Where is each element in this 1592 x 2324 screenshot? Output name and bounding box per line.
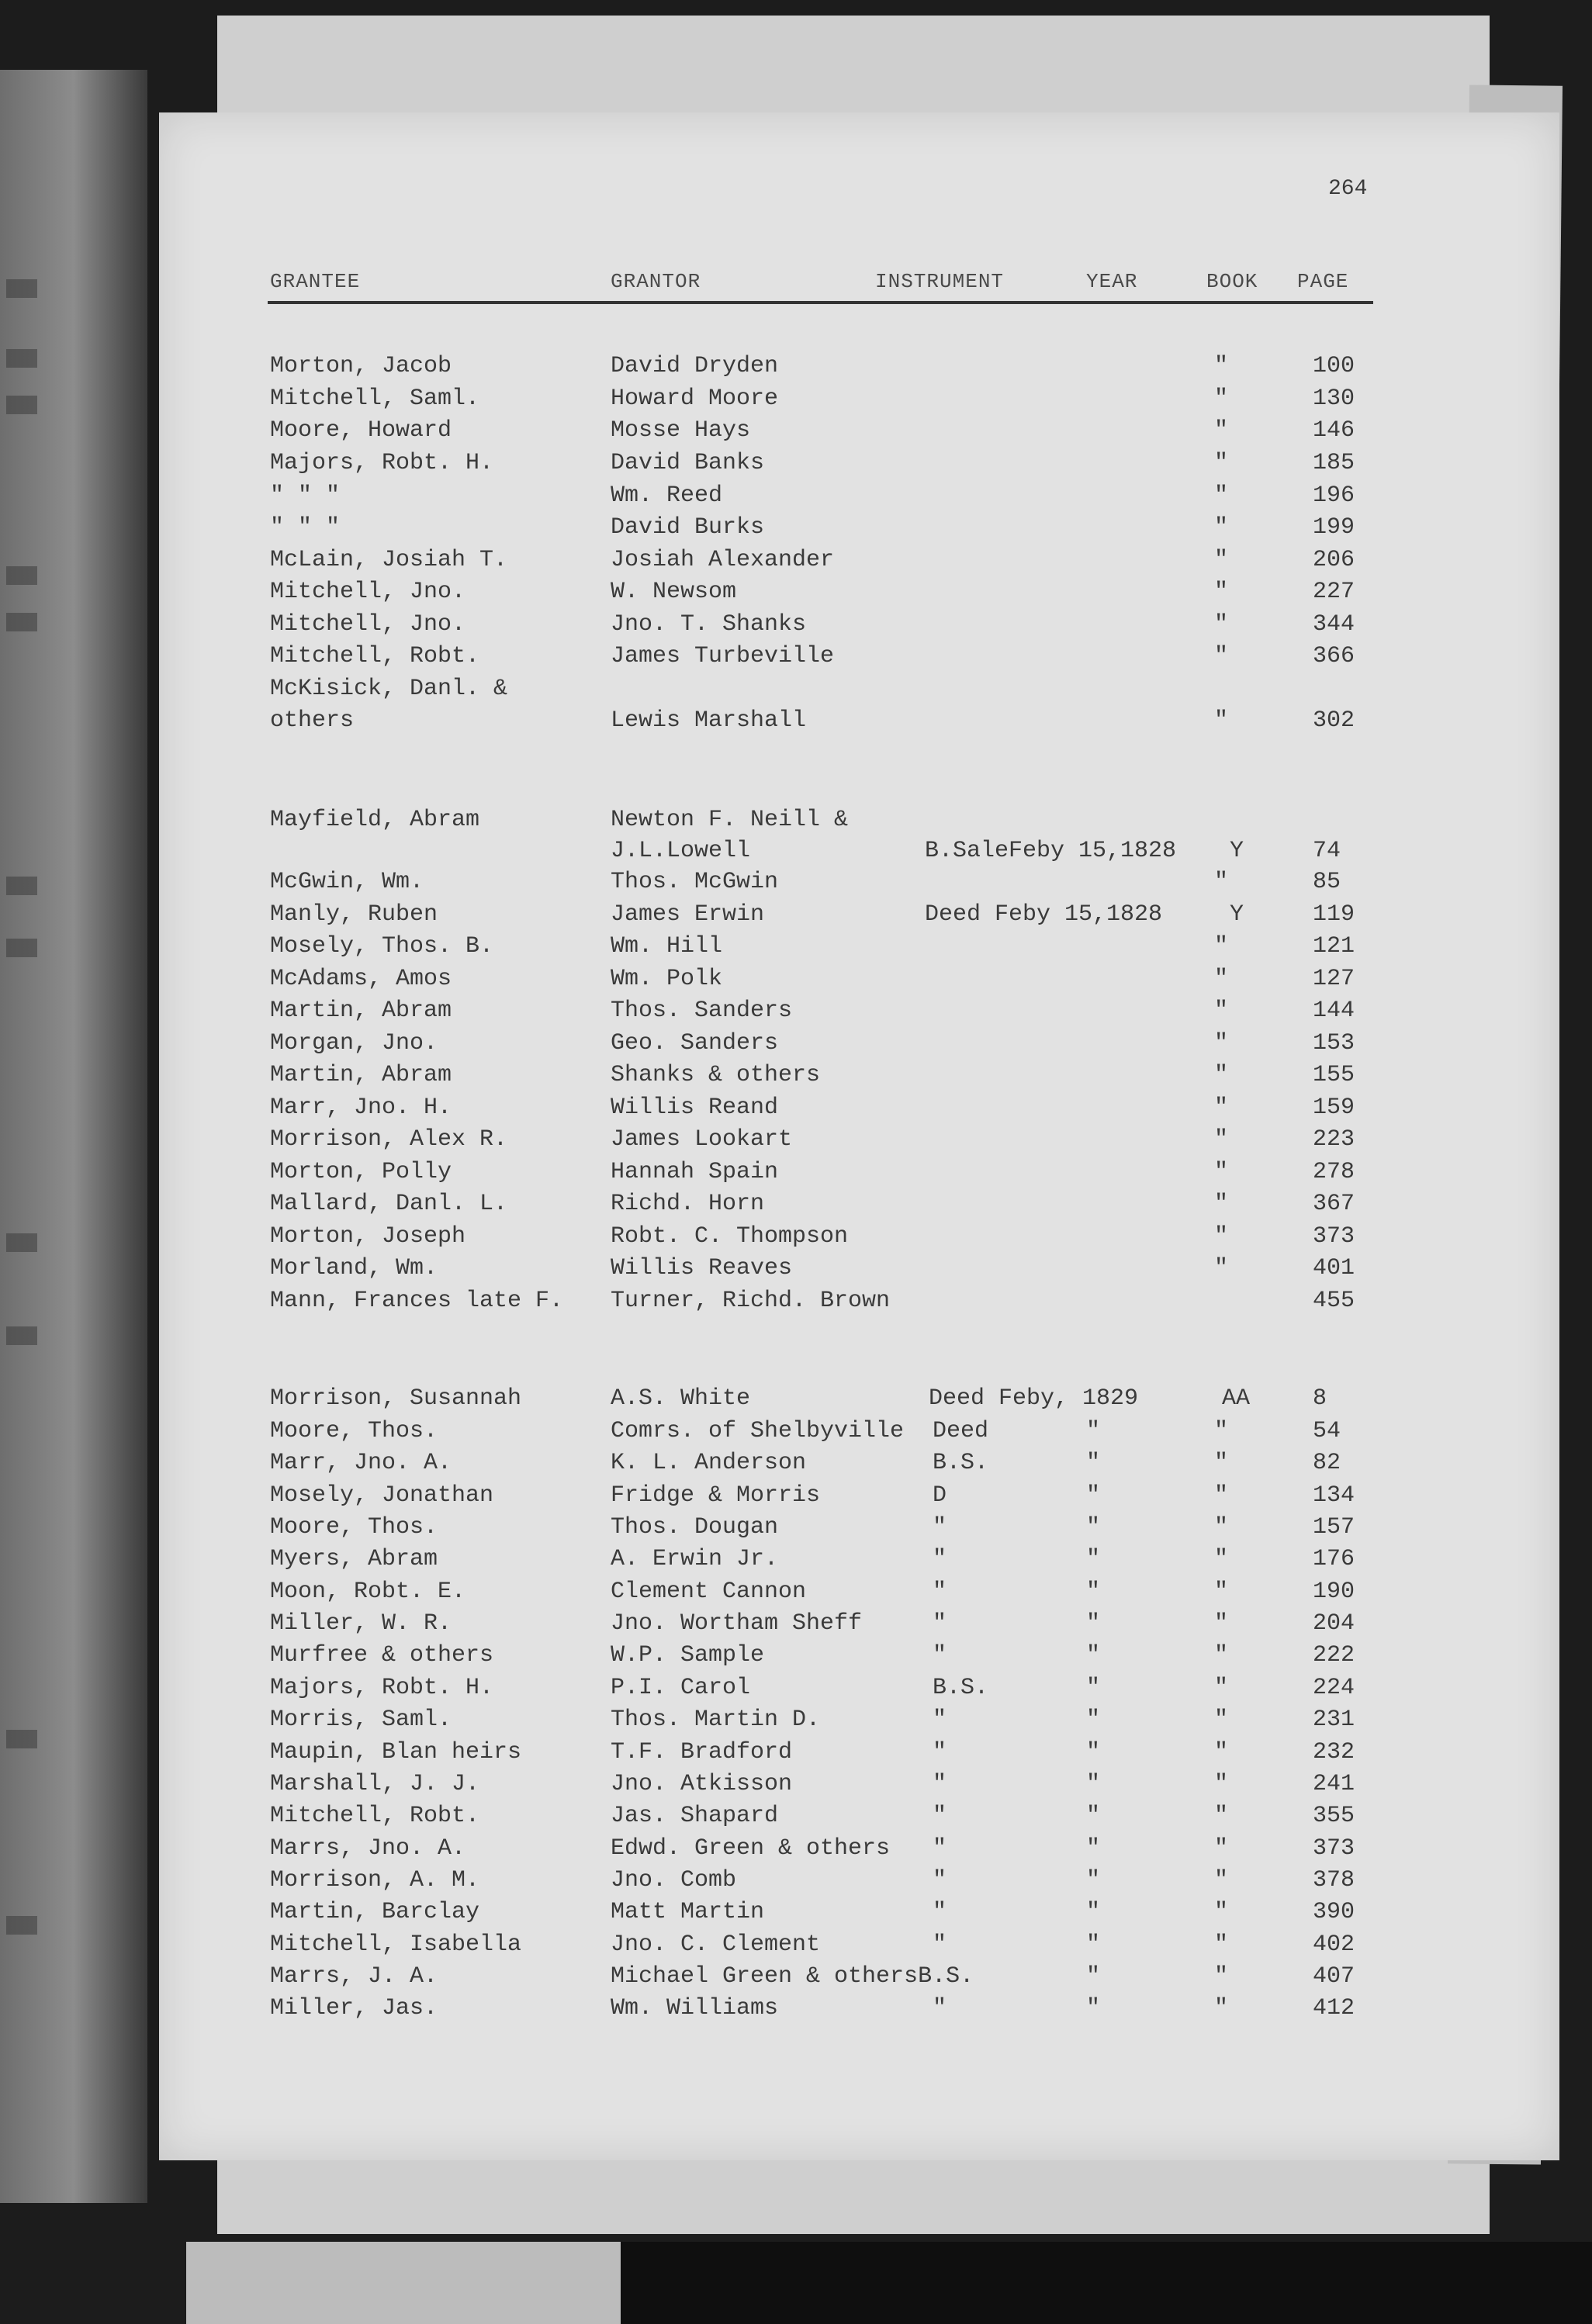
row-page: 367 [1313, 1191, 1355, 1217]
row-grantee: Maupin, Blan heirs [270, 1739, 522, 1765]
row-page: 144 [1313, 998, 1355, 1024]
row-grantor: James Erwin [611, 901, 765, 928]
row-grantor: Thos. Sanders [611, 998, 793, 1024]
table-row [0, 1739, 1592, 1770]
row-book: " [1214, 1191, 1229, 1217]
table-row [0, 1931, 1592, 1963]
row-book: " [1214, 1867, 1229, 1893]
row-book: " [1214, 1835, 1229, 1862]
row-instrument: Deed Feby, 1829 [929, 1385, 1139, 1412]
row-grantee: Mitchell, Isabella [270, 1931, 522, 1958]
row-grantee: Martin, Abram [270, 1062, 452, 1088]
row-book: " [1214, 1579, 1229, 1605]
row-book: " [1214, 1963, 1229, 1990]
row-instrument: B.S. [933, 1675, 989, 1701]
row-instrument: " [933, 1707, 947, 1733]
table-row [0, 807, 1592, 838]
row-instrument: " [933, 1546, 947, 1572]
row-book: " [1214, 1126, 1229, 1153]
row-book: " [1214, 1546, 1229, 1572]
row-instrument: " [933, 1579, 947, 1605]
row-grantor: Turner, Richd. Brown [611, 1288, 891, 1314]
row-instrument: Deed [933, 1418, 989, 1444]
row-page: 390 [1313, 1899, 1355, 1925]
table-row [0, 579, 1592, 610]
table-header [0, 270, 1592, 301]
header-page: PAGE [1297, 270, 1349, 293]
table-row [0, 1288, 1592, 1319]
row-year: " [1086, 1418, 1101, 1444]
row-grantee: Majors, Robt. H. [270, 450, 494, 476]
row-book: " [1214, 1514, 1229, 1541]
row-grantor: Thos. Dougan [611, 1514, 779, 1541]
row-book: " [1214, 514, 1229, 541]
row-grantor: Josiah Alexander [611, 547, 835, 573]
header-grantee: GRANTEE [270, 270, 361, 293]
row-grantor: Wm. Williams [611, 1995, 779, 2021]
row-instrument: " [933, 1835, 947, 1862]
row-instrument: " [933, 1771, 947, 1797]
row-grantee: Martin, Abram [270, 998, 452, 1024]
table-row [0, 838, 1592, 869]
row-year: " [1086, 1835, 1101, 1862]
row-book: " [1214, 611, 1229, 638]
row-grantee: Moore, Thos. [270, 1418, 438, 1444]
row-book: " [1214, 1159, 1229, 1185]
row-book: " [1214, 579, 1229, 605]
row-book: " [1214, 353, 1229, 379]
row-book: " [1214, 933, 1229, 960]
table-row [0, 1159, 1592, 1190]
row-page: 159 [1313, 1095, 1355, 1121]
row-book: AA [1222, 1385, 1251, 1412]
row-instrument: " [933, 1803, 947, 1829]
row-book: " [1214, 869, 1229, 895]
row-book: " [1214, 1095, 1229, 1121]
row-grantee: Mann, Frances late F. [270, 1288, 564, 1314]
row-grantee: McGwin, Wm. [270, 869, 424, 895]
row-grantee: Mitchell, Robt. [270, 1803, 480, 1829]
row-grantor: Wm. Reed [611, 482, 723, 509]
row-grantor: J.L.Lowell [611, 838, 751, 864]
row-grantor: Matt Martin [611, 1899, 765, 1925]
row-grantor: Jno. T. Shanks [611, 611, 807, 638]
table-row [0, 1191, 1592, 1222]
row-book: " [1214, 966, 1229, 992]
row-page: 185 [1313, 450, 1355, 476]
row-year: " [1086, 1771, 1101, 1797]
row-page: 127 [1313, 966, 1355, 992]
row-grantee: Marr, Jno. A. [270, 1450, 452, 1476]
row-page: 232 [1313, 1739, 1355, 1765]
row-grantee: Moon, Robt. E. [270, 1579, 466, 1605]
row-book: Y [1230, 901, 1244, 928]
row-grantor: A. Erwin Jr. [611, 1546, 779, 1572]
row-grantor: David Banks [611, 450, 765, 476]
page-number: 264 [1328, 177, 1368, 201]
table-row [0, 1771, 1592, 1802]
row-grantee: Marr, Jno. H. [270, 1095, 452, 1121]
table-row [0, 1642, 1592, 1673]
row-grantee: Mallard, Danl. L. [270, 1191, 508, 1217]
row-grantee: Morrison, Susannah [270, 1385, 522, 1412]
row-book: " [1214, 450, 1229, 476]
row-grantor: Jno. C. Clement [611, 1931, 821, 1958]
row-year: " [1086, 1642, 1101, 1669]
row-grantor: James Lookart [611, 1126, 793, 1153]
row-grantor: Newton F. Neill & [611, 807, 849, 833]
row-year: " [1086, 1675, 1101, 1701]
row-grantee: others [270, 707, 355, 734]
row-grantor: P.I. Carol [611, 1675, 751, 1701]
row-grantor: Geo. Sanders [611, 1030, 779, 1057]
row-grantor: Edwd. Green & others [611, 1835, 891, 1862]
table-row [0, 998, 1592, 1029]
row-year: " [1086, 1867, 1101, 1893]
row-grantor: Wm. Polk [611, 966, 723, 992]
row-page: 130 [1313, 386, 1355, 412]
table-row [0, 1126, 1592, 1157]
row-instrument: " [933, 1514, 947, 1541]
row-grantee: Miller, Jas. [270, 1995, 438, 2021]
row-page: 196 [1313, 482, 1355, 509]
row-grantee: Morrison, A. M. [270, 1867, 480, 1893]
table-row [0, 417, 1592, 448]
bottom-light-edge [186, 2242, 621, 2324]
row-instrument: " [933, 1867, 947, 1893]
table-row [0, 514, 1592, 545]
row-grantee: Morris, Saml. [270, 1707, 452, 1733]
row-book: " [1214, 1030, 1229, 1057]
row-grantee: Martin, Barclay [270, 1899, 480, 1925]
table-row [0, 1030, 1592, 1061]
row-year: " [1086, 1610, 1101, 1637]
row-grantee: Murfree & others [270, 1642, 494, 1669]
row-grantee: Morton, Polly [270, 1159, 452, 1185]
row-book: " [1214, 1995, 1229, 2021]
row-book: " [1214, 707, 1229, 734]
row-page: 241 [1313, 1771, 1355, 1797]
row-page: 134 [1313, 1482, 1355, 1509]
row-page: 355 [1313, 1803, 1355, 1829]
table-row [0, 1418, 1592, 1449]
row-page: 206 [1313, 547, 1355, 573]
row-page: 401 [1313, 1255, 1355, 1281]
row-grantee: Moore, Howard [270, 417, 452, 444]
row-grantor: Jno. Comb [611, 1867, 737, 1893]
row-page: 146 [1313, 417, 1355, 444]
row-instrument: " [933, 1610, 947, 1637]
row-grantor: W. Newsom [611, 579, 737, 605]
row-page: 8 [1313, 1385, 1327, 1412]
table-row [0, 1867, 1592, 1898]
row-grantee: Morton, Jacob [270, 353, 452, 379]
row-grantee: Marrs, Jno. A. [270, 1835, 466, 1862]
row-page: 204 [1313, 1610, 1355, 1637]
row-page: 378 [1313, 1867, 1355, 1893]
row-year: " [1086, 1546, 1101, 1572]
table-row [0, 1482, 1592, 1513]
row-page: 373 [1313, 1223, 1355, 1250]
row-grantor: James Turbeville [611, 643, 835, 669]
row-grantee: Mitchell, Robt. [270, 643, 480, 669]
row-grantee: Mitchell, Jno. [270, 611, 466, 638]
row-year: " [1086, 1482, 1101, 1509]
row-grantee: " " " [270, 482, 341, 509]
row-grantor: Comrs. of Shelbyville [611, 1418, 905, 1444]
table-row [0, 450, 1592, 481]
row-grantor: Howard Moore [611, 386, 779, 412]
row-book: " [1214, 1450, 1229, 1476]
row-year: " [1086, 1963, 1101, 1990]
row-grantor: David Burks [611, 514, 765, 541]
table-row [0, 1835, 1592, 1866]
row-page: 455 [1313, 1288, 1355, 1314]
row-year: " [1086, 1803, 1101, 1829]
row-page: 302 [1313, 707, 1355, 734]
row-grantee: Mayfield, Abram [270, 807, 480, 833]
row-grantee: Marrs, J. A. [270, 1963, 438, 1990]
row-page: 412 [1313, 1995, 1355, 2021]
row-page: 278 [1313, 1159, 1355, 1185]
header-grantor: GRANTOR [611, 270, 701, 293]
row-instrument: Deed Feby 15,1828 [925, 901, 1163, 928]
row-year: " [1086, 1995, 1101, 2021]
row-instrument: " [933, 1739, 947, 1765]
row-grantor: Shanks & others [611, 1062, 821, 1088]
header-book: BOOK [1206, 270, 1258, 293]
row-year: " [1086, 1707, 1101, 1733]
row-book: " [1214, 1062, 1229, 1088]
row-grantor: W.P. Sample [611, 1642, 765, 1669]
row-book: " [1214, 1931, 1229, 1958]
row-book: " [1214, 1642, 1229, 1669]
table-row [0, 1255, 1592, 1286]
row-grantor: David Dryden [611, 353, 779, 379]
row-grantor: T.F. Bradford [611, 1739, 793, 1765]
row-instrument: B.SaleFeby 15,1828 [925, 838, 1177, 864]
row-instrument: D [933, 1482, 947, 1509]
table-row [0, 869, 1592, 900]
row-page: 74 [1313, 838, 1341, 864]
row-year: " [1086, 1739, 1101, 1765]
row-grantor: Robt. C. Thompson [611, 1223, 849, 1250]
table-row [0, 1514, 1592, 1545]
row-year: " [1086, 1514, 1101, 1541]
row-page: 54 [1313, 1418, 1341, 1444]
row-grantor: Fridge & Morris [611, 1482, 821, 1509]
row-grantee: McLain, Josiah T. [270, 547, 508, 573]
table-row [0, 386, 1592, 417]
table-row [0, 547, 1592, 578]
row-grantee: Morton, Joseph [270, 1223, 466, 1250]
row-book: " [1214, 998, 1229, 1024]
table-row [0, 1062, 1592, 1093]
row-book: " [1214, 1899, 1229, 1925]
table-row [0, 676, 1592, 707]
row-grantor: Jas. Shapard [611, 1803, 779, 1829]
row-book: " [1214, 386, 1229, 412]
row-page: 155 [1313, 1062, 1355, 1088]
row-grantee: Manly, Ruben [270, 901, 438, 928]
table-row [0, 1963, 1592, 1994]
row-grantee: Miller, W. R. [270, 1610, 452, 1637]
table-row [0, 1675, 1592, 1706]
row-grantee: Moore, Thos. [270, 1514, 438, 1541]
row-book: " [1214, 417, 1229, 444]
row-grantor: Mosse Hays [611, 417, 751, 444]
table-row [0, 1995, 1592, 2026]
row-page: 344 [1313, 611, 1355, 638]
row-grantor: Thos. McGwin [611, 869, 779, 895]
row-book: " [1214, 1771, 1229, 1797]
row-grantor: A.S. White [611, 1385, 751, 1412]
row-page: 222 [1313, 1642, 1355, 1669]
row-page: 121 [1313, 933, 1355, 960]
table-row [0, 1385, 1592, 1416]
row-grantor: K. L. Anderson [611, 1450, 807, 1476]
row-grantor: Lewis Marshall [611, 707, 807, 734]
row-page: 82 [1313, 1450, 1341, 1476]
row-year: " [1086, 1931, 1101, 1958]
row-year: " [1086, 1899, 1101, 1925]
table-row [0, 1450, 1592, 1481]
row-grantor: Hannah Spain [611, 1159, 779, 1185]
table-row [0, 1899, 1592, 1930]
row-instrument: " [933, 1995, 947, 2021]
table-row [0, 482, 1592, 514]
table-row [0, 933, 1592, 964]
table-row [0, 1546, 1592, 1577]
row-grantor: Wm. Hill [611, 933, 723, 960]
row-grantee: Mitchell, Saml. [270, 386, 480, 412]
table-row [0, 1223, 1592, 1254]
row-grantee: Marshall, J. J. [270, 1771, 480, 1797]
table-row [0, 1707, 1592, 1738]
row-page: 231 [1313, 1707, 1355, 1733]
row-book: " [1214, 1675, 1229, 1701]
table-row [0, 901, 1592, 932]
row-instrument: " [933, 1899, 947, 1925]
row-page: 199 [1313, 514, 1355, 541]
row-book: " [1214, 1482, 1229, 1509]
row-page: 119 [1313, 901, 1355, 928]
row-page: 85 [1313, 869, 1341, 895]
row-instrument: " [933, 1931, 947, 1958]
table-row [0, 611, 1592, 642]
row-book: " [1214, 1803, 1229, 1829]
row-page: 373 [1313, 1835, 1355, 1862]
row-book: " [1214, 1707, 1229, 1733]
row-book: " [1214, 1255, 1229, 1281]
row-book: " [1214, 547, 1229, 573]
row-page: 176 [1313, 1546, 1355, 1572]
row-page: 190 [1313, 1579, 1355, 1605]
row-book: Y [1230, 838, 1244, 864]
row-grantor: Jno. Atkisson [611, 1771, 793, 1797]
row-year: " [1086, 1450, 1101, 1476]
row-grantee: McKisick, Danl. & [270, 676, 508, 702]
table-row [0, 1579, 1592, 1610]
table-row [0, 1610, 1592, 1641]
row-grantor: Thos. Martin D. [611, 1707, 821, 1733]
row-page: 100 [1313, 353, 1355, 379]
row-grantee: Myers, Abram [270, 1546, 438, 1572]
row-grantor: Jno. Wortham Sheff [611, 1610, 863, 1637]
row-page: 227 [1313, 579, 1355, 605]
row-grantor: Willis Reand [611, 1095, 779, 1121]
row-book: " [1214, 1739, 1229, 1765]
row-year: " [1086, 1579, 1101, 1605]
row-book: " [1214, 1418, 1229, 1444]
row-page: 157 [1313, 1514, 1355, 1541]
row-grantor: Clement Cannon [611, 1579, 807, 1605]
table-row [0, 1095, 1592, 1126]
row-grantee: Majors, Robt. H. [270, 1675, 494, 1701]
row-page: 407 [1313, 1963, 1355, 1990]
header-year: YEAR [1086, 270, 1138, 293]
row-grantee: Mosely, Thos. B. [270, 933, 494, 960]
row-grantee: Mitchell, Jno. [270, 579, 466, 605]
row-page: 223 [1313, 1126, 1355, 1153]
row-grantee: Mosely, Jonathan [270, 1482, 494, 1509]
row-page: 402 [1313, 1931, 1355, 1958]
row-grantee: Morrison, Alex R. [270, 1126, 508, 1153]
row-instrument: B.S. [933, 1450, 989, 1476]
table-row [0, 1803, 1592, 1834]
row-grantee: Morgan, Jno. [270, 1030, 438, 1057]
row-page: 224 [1313, 1675, 1355, 1701]
table-row [0, 643, 1592, 674]
row-grantee: McAdams, Amos [270, 966, 452, 992]
header-instrument: INSTRUMENT [875, 270, 1005, 293]
row-grantor: Willis Reaves [611, 1255, 793, 1281]
header-rule [268, 301, 1373, 304]
row-grantor: Richd. Horn [611, 1191, 765, 1217]
table-row [0, 707, 1592, 738]
row-page: 153 [1313, 1030, 1355, 1057]
row-book: " [1214, 482, 1229, 509]
row-grantee: " " " [270, 514, 341, 541]
row-grantor: Michael Green & othersB.S. [611, 1963, 974, 1990]
table-row [0, 966, 1592, 997]
row-grantee: Morland, Wm. [270, 1255, 438, 1281]
row-book: " [1214, 1223, 1229, 1250]
row-book: " [1214, 643, 1229, 669]
row-instrument: " [933, 1642, 947, 1669]
row-book: " [1214, 1610, 1229, 1637]
row-page: 366 [1313, 643, 1355, 669]
table-row [0, 353, 1592, 384]
